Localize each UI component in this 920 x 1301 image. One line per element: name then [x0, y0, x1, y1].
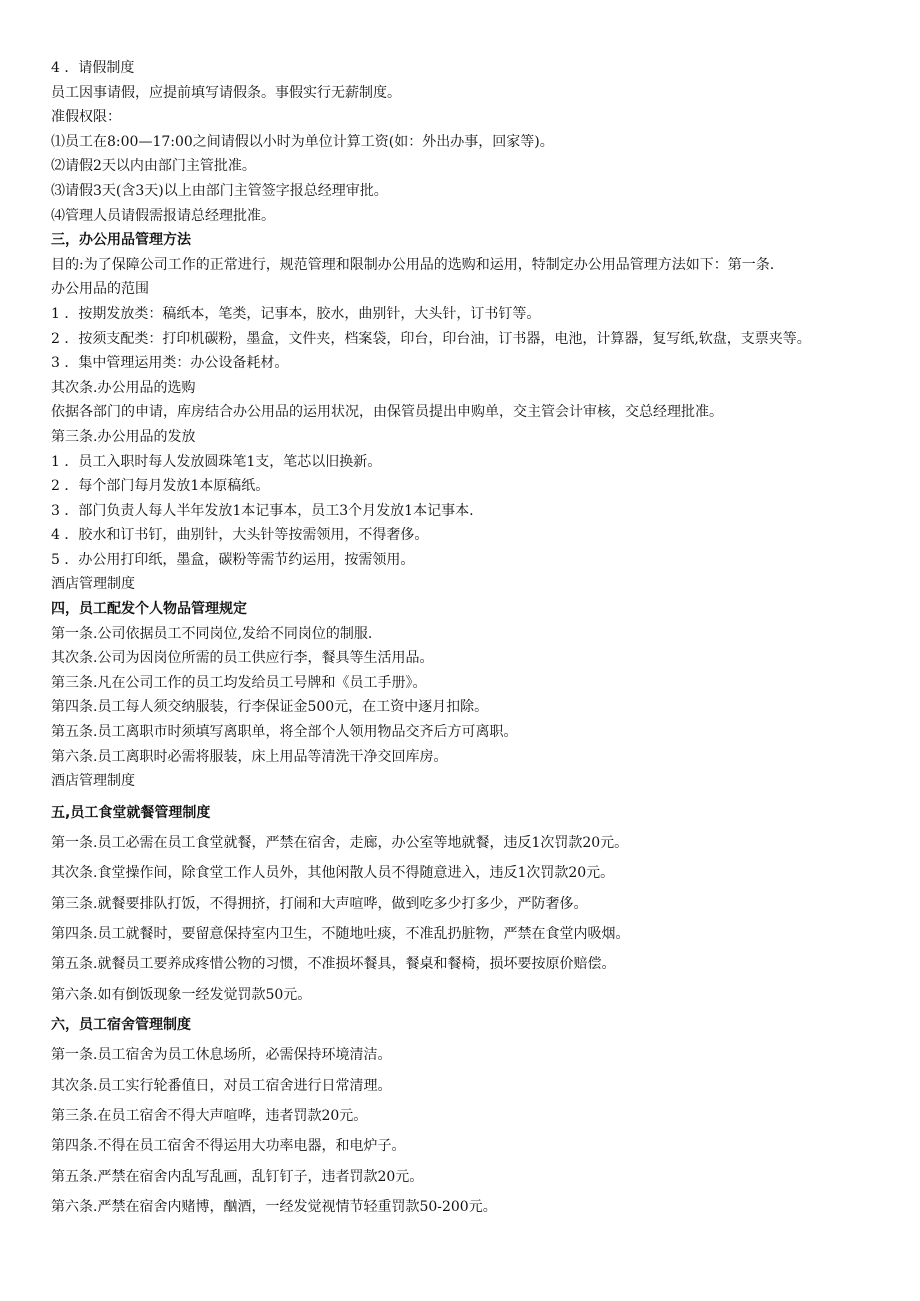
- section-heading: 五,员工食堂就餐管理制度: [51, 804, 211, 821]
- leave-title: 4 ．请假制度: [51, 60, 135, 76]
- list-item: 1 ．按期发放类：稿纸本，笔类，记事本，胶水，曲别针，大头针，订书钉等。: [51, 305, 541, 322]
- list-item: 2 ．按须支配类：打印机碳粉，墨盒，文件夹，档案袋，印台，印台油，订书器，电池，计算器，复写纸,软盘，支票夹等。: [51, 330, 811, 347]
- section-heading: 六，员工宿舍管理制度: [51, 1017, 191, 1034]
- list-item: 第三条.凡在公司工作的员工均发给员工号牌和《员工手册》。: [51, 674, 427, 691]
- list-item: 第三条.就餐要排队打饭，不得拥挤，打闹和大声喧哗，做到吃多少打多少，严防奢侈。: [51, 895, 588, 912]
- office-distribute-label: 第三条.办公用品的发放: [51, 428, 196, 445]
- office-scope-label: 办公用品的范围: [51, 281, 149, 298]
- list-item: 1 ．员工入职时每人发放圆珠笔1支，笔芯以旧换新。: [51, 453, 382, 470]
- list-item: ⑵请假2天以内由部门主管批准。: [51, 158, 256, 175]
- list-item: 第一条.员工宿舍为员工休息场所，必需保持环境清洁。: [51, 1047, 392, 1064]
- list-item: 其次条.公司为因岗位所需的员工供应行李，餐具等生活用品。: [51, 650, 434, 667]
- list-item: 第四条.不得在员工宿舍不得运用大功率电器，和电炉子。: [51, 1138, 406, 1155]
- office-footer: 酒店管理制度: [51, 576, 135, 593]
- list-item: 第五条.严禁在宿舍内乱写乱画，乱钉钉子，违者罚款20元。: [51, 1168, 424, 1185]
- list-item: 第五条.就餐员工要养成疼惜公物的习惯，不准损坏餐具，餐桌和餐椅，损坏要按原价赔偿。: [51, 956, 616, 973]
- list-item: 3 ．部门负责人每人半年发放1本记事本，员工3个月发放1本记事本.: [51, 502, 474, 519]
- list-item: 第一条.员工必需在员工食堂就餐，严禁在宿舍，走廊，办公室等地就餐，违反1次罚款20元。: [51, 834, 629, 851]
- list-item: 5 ．办公用打印纸，墨盒，碳粉等需节约运用，按需领用。: [51, 551, 415, 568]
- list-item: 第四条.员工每人须交纳服装，行李保证金500元，在工资中逐月扣除。: [51, 699, 489, 716]
- list-item: ⑴员工在8:00—17:00之间请假以小时为单位计算工资(如：外出办事，回家等)。: [51, 133, 554, 150]
- list-item: 其次条.员工实行轮番值日，对员工宿舍进行日常清理。: [51, 1077, 392, 1094]
- document-page: [51, 56, 881, 1223]
- dorm-section: [51, 1010, 881, 1222]
- list-item: 2 ．每个部门每月发放1本原稿纸。: [51, 478, 270, 495]
- personal-footer: 酒店管理制度: [51, 773, 135, 790]
- office-purpose: 目的:为了保障公司工作的正常进行，规范管理和限制办公用品的选购和运用，特制定办公用品管理方法如下：第一条.: [51, 256, 775, 273]
- office-purchase-label: 其次条.办公用品的选购: [51, 379, 196, 396]
- section-heading: 三，办公用品管理方法: [51, 232, 191, 249]
- office-purchase-text: 依据各部门的申请，库房结合办公用品的运用状况，由保管员提出申购单，交主管会计审核，交总经理批准。: [51, 404, 723, 421]
- list-item: 第六条.严禁在宿舍内赌博，酗酒，一经发觉视情节轻重罚款50-200元。: [51, 1199, 497, 1216]
- list-item: ⑷管理人员请假需报请总经理批准。: [51, 207, 275, 224]
- list-item: 第五条.员工离职市时须填写离职单，将全部个人领用物品交齐后方可离职。: [51, 724, 518, 741]
- section-heading: 四，员工配发个人物品管理规定: [51, 601, 247, 618]
- list-item: 其次条.食堂操作间，除食堂工作人员外，其他闲散人员不得随意进入，违反1次罚款20元。: [51, 865, 615, 882]
- canteen-section: [51, 798, 881, 1010]
- office-section: [51, 228, 881, 597]
- list-item: 第四条.员工就餐时，要留意保持室内卫生，不随地吐痰，不准乱扔脏物，严禁在食堂内吸烟。: [51, 926, 630, 943]
- leave-intro: 员工因事请假，应提前填写请假条。事假实行无薪制度。: [51, 84, 401, 101]
- personal-section: [51, 597, 881, 794]
- list-item: 第三条.在员工宿舍不得大声喧哗，违者罚款20元。: [51, 1108, 368, 1125]
- list-item: 3 ．集中管理运用类：办公设备耗材。: [51, 355, 289, 372]
- list-item: 4 ．胶水和订书钉，曲别针，大头针等按需领用，不得奢侈。: [51, 527, 429, 544]
- list-item: 第六条.员工离职时必需将服装，床上用品等清洗干净交回库房。: [51, 748, 448, 765]
- leave-section: [51, 56, 881, 228]
- list-item: 第一条.公司依据员工不同岗位,发给不同岗位的制服.: [51, 625, 373, 642]
- list-item: 第六条.如有倒饭现象一经发觉罚款50元。: [51, 986, 312, 1003]
- list-item: ⑶请假3天(含3天)以上由部门主管签字报总经理审批。: [51, 182, 388, 199]
- leave-authority-label: 准假权限：: [51, 109, 121, 126]
